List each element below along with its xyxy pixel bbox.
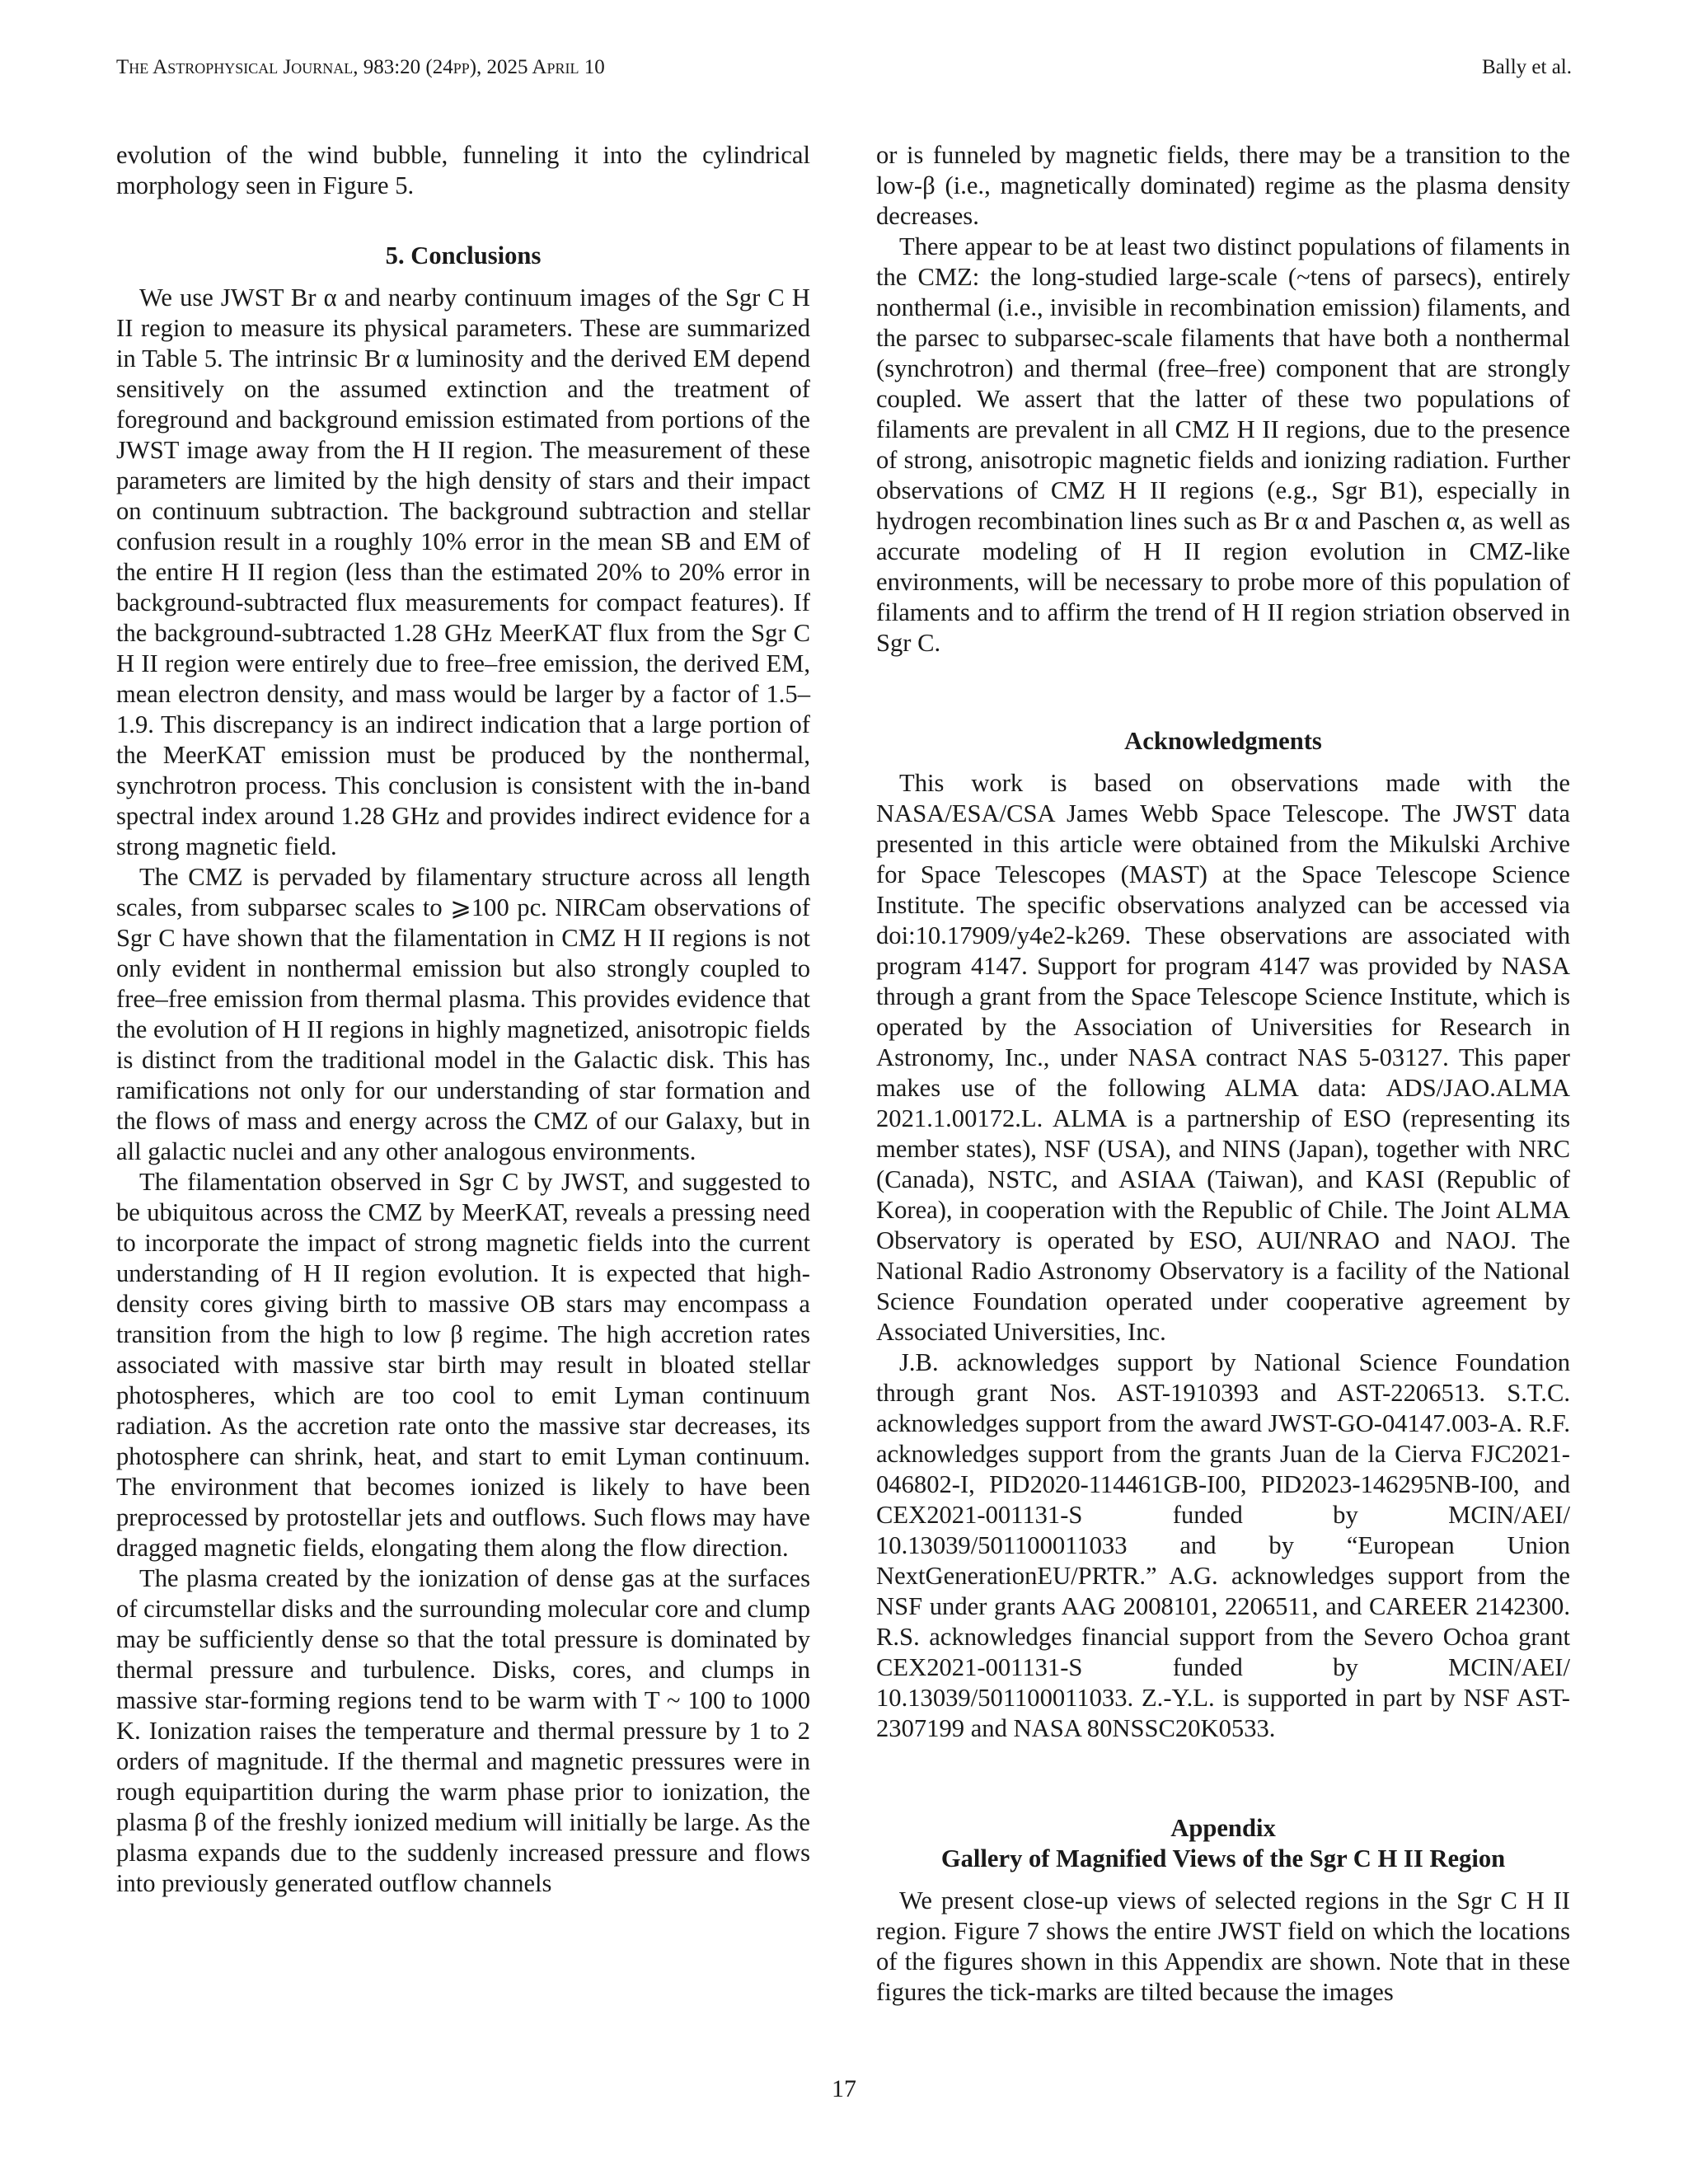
journal-citation: The Astrophysical Journal, 983:20 (24pp), 2025 April 10 bbox=[116, 56, 605, 78]
running-authors: Bally et al. bbox=[1482, 56, 1572, 78]
left-column bbox=[116, 140, 810, 1899]
appendix-paragraph: We present close-up views of selected regions in the Sgr C H II region. Figure 7 shows the entire JWST field on which the locations of the figures shown in this Appendix are shown. Note that in these figures the tick-marks are tilted because the images bbox=[876, 1886, 1570, 2006]
acknowledgments-heading: Acknowledgments bbox=[1124, 727, 1322, 755]
right-column bbox=[876, 140, 1570, 2008]
acknowledgments-paragraph-1: This work is based on observations made with the NASA/ESA/CSA James Webb Space Telescope. The JWST data presented in this article were obtained from the Mikulski Archive for Space Telescopes (MAST) at the Space Telescope Science Institute. The specific observations analyzed can be accessed via doi:10.17909/y4e2-k269. These observations are associated with program 4147. Support for program 4147 was provided by NASA through a grant from the Space Telescope Science Institute, which is operated by the Association of Universities for Research in Astronomy, Inc., under NASA contract NAS 5-03127. This paper makes use of the following ALMA data: ADS/JAO.ALMA 2021.1.00172.L. ALMA is a partnership of ESO (representing its member states), NSF (USA), and NINS (Japan), together with NRC (Canada), NSTC, and ASIAA (Taiwan), and KASI (Republic of Korea), in cooperation with the Republic of Chile. The Joint ALMA Observatory is operated by ESO, AUI/NRAO and NAOJ. The National Radio Astronomy Observatory is a facility of the National Science Foundation operated under cooperative agreement by Associated Universities, Inc. bbox=[876, 769, 1570, 1346]
acknowledgments-paragraph-2: J.B. acknowledges support by National Science Foundation through grant Nos. AST-1910393 and AST-2206513. S.T.C. acknowledges support from the award JWST-GO-04147.003-A. R.F. acknowledges support from the grants Juan de la Cierva FJC2021-046802-I, PID2020-114461GB-I00, PID2023-146295NB-I00, and CEX2021-001131-S funded by MCIN/AEI/ 10.13039/501100011033 and by “European Union NextGenerationEU/PRTR.” A.G. acknowledges support from the NSF under grants AAG 2008101, 2206511, and CAREER 2142300. R.S. acknowledges financial support from the Severo Ochoa grant CEX2021-001131-S funded by MCIN/AEI/ 10.13039/501100011033. Z.-Y.L. is supported in part by NSF AST- 2307199 and NASA 80NSSC20K0533. bbox=[876, 1348, 1570, 1742]
conclusions-paragraph-2: The CMZ is pervaded by filamentary structure across all length scales, from subparsec scales to ⩾100 pc. NIRCam observations of Sgr C have shown that the filamentation in CMZ H II regions is not only evident in nonthermal emission but also strongly coupled to free–free emission from thermal plasma. This provides evidence that the evolution of H II regions in highly magnetized, anisotropic fields is distinct from the traditional model in the Galactic disk. This has ramifications not only for our understanding of star formation and the flows of mass and energy across the CMZ of our Galaxy, but in all galactic nuclei and any other analogous environments. bbox=[116, 863, 810, 1165]
appendix-heading bbox=[876, 1813, 1570, 1874]
page-number: 17 bbox=[832, 2075, 856, 2102]
appendix-subtitle: Gallery of Magnified Views of the Sgr C H II Region bbox=[940, 1844, 1506, 1872]
conclusions-paragraph-1: We use JWST Br α and nearby continuum images of the Sgr C H II region to measure its physical parameters. These are summarized in Table 5. The intrinsic Br α luminosity and the derived EM depend sensitively on the assumed extinction and the treatment of foreground and background emission estimated from portions of the JWST image away from the H II region. The measurement of these parameters are limited by the high density of stars and their impact on continuum subtraction. The background subtraction and stellar confusion result in a roughly 10% error in the mean SB and EM of the entire H II region (less than the estimated 20% to 20% error in background-subtracted flux measurements for compact features). If the background-subtracted 1.28 GHz MeerKAT flux from the Sgr C H II region were entirely due to free–free emission, the derived EM, mean electron density, and mass would be larger by a factor of 1.5–1.9. This discrepancy is an indirect indication that a large portion of the MeerKAT emission must be produced by the nonthermal, synchrotron process. This conclusion is consistent with the in-band spectral index around 1.28 GHz and provides indirect evidence for a strong magnetic field. bbox=[116, 284, 810, 860]
conclusions-heading: 5. Conclusions bbox=[385, 241, 542, 269]
appendix-title: Appendix bbox=[1170, 1814, 1276, 1842]
continued-paragraph-right: or is funneled by magnetic fields, there may be a transition to the low-β (i.e., magnetically dominated) regime as the plasma density decreases. bbox=[876, 141, 1570, 230]
continued-paragraph: evolution of the wind bubble, funneling it into the cylindrical morphology seen in Figure 5. bbox=[116, 141, 810, 199]
running-header bbox=[116, 56, 1572, 89]
conclusions-paragraph-5: There appear to be at least two distinct populations of filaments in the CMZ: the long-studied large-scale (~tens of parsecs), entirely nonthermal (i.e., invisible in recombination emission) filaments, and the parsec to subparsec-scale filaments that have both a nonthermal (synchrotron) and thermal (free–free) component that are strongly coupled. We assert that the latter of these two populations of filaments are prevalent in all CMZ H II regions, due to the presence of strong, anisotropic magnetic fields and ionizing radiation. Further observations of CMZ H II regions (e.g., Sgr B1), especially in hydrogen recombination lines such as Br α and Paschen α, as well as accurate modeling of H II region evolution in CMZ-like environments, will be necessary to probe more of this population of filaments and to affirm the trend of H II region striation observed in Sgr C. bbox=[876, 232, 1570, 657]
conclusions-paragraph-3: The filamentation observed in Sgr C by JWST, and suggested to be ubiquitous across the CMZ by MeerKAT, reveals a pressing need to incorporate the impact of strong magnetic fields into the current understanding of H II region evolution. It is expected that high-density cores giving birth to massive OB stars may encompass a transition from the high to low β regime. The high accretion rates associated with massive star birth may result in bloated stellar photospheres, which are too cool to emit Lyman continuum radiation. As the accretion rate onto the massive star decreases, its photosphere can shrink, heat, and start to emit Lyman continuum. The environment that becomes ionized is likely to have been preprocessed by protostellar jets and outflows. Such flows may have dragged magnetic fields, elongating them along the flow direction. bbox=[116, 1168, 810, 1562]
conclusions-paragraph-4: The plasma created by the ionization of dense gas at the surfaces of circumstellar disks and the surrounding molecular core and clump may be sufficiently dense so that the total pressure is dominated by thermal pressure and turbulence. Disks, cores, and clumps in massive star-forming regions tend to be warm with T ~ 100 to 1000 K. Ionization raises the temperature and thermal pressure by 1 to 2 orders of magnitude. If the thermal and magnetic pressures were in rough equipartition during the warm phase prior to ionization, the plasma β of the freshly ionized medium will initially be large. As the plasma expands due to the suddenly increased pressure and flows into previously generated outflow channels bbox=[116, 1564, 810, 1897]
